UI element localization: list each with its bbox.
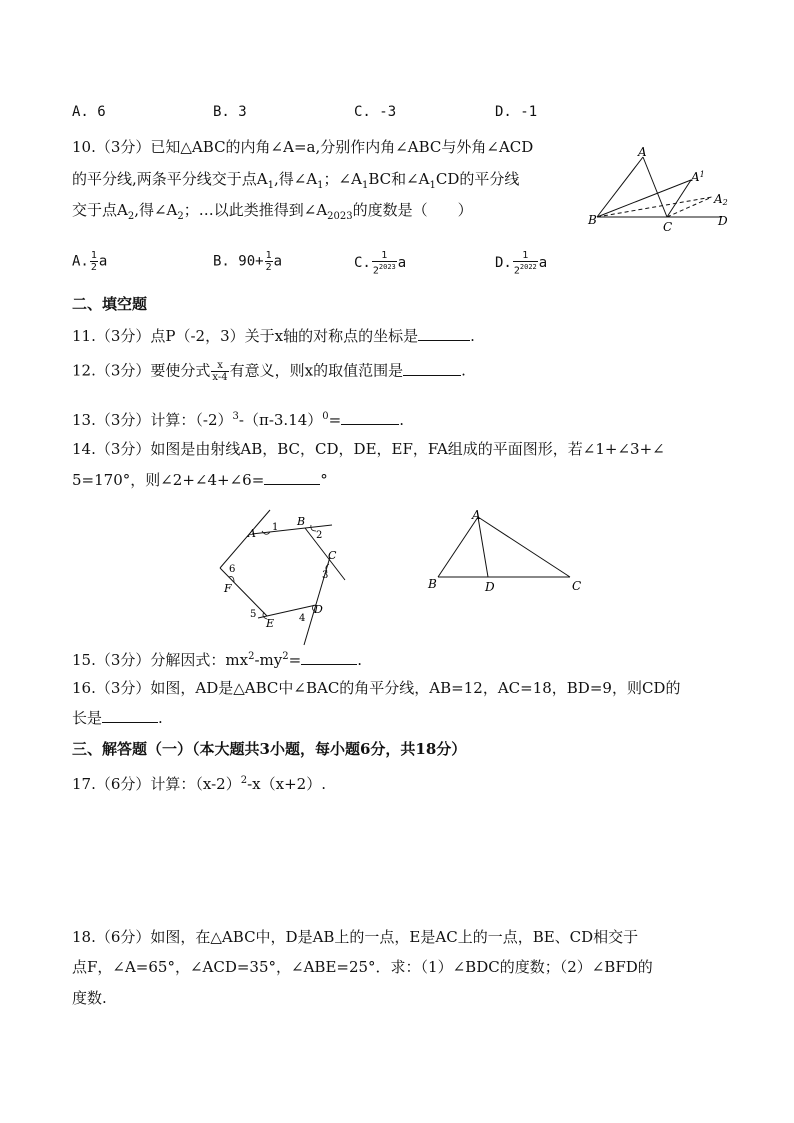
fig10-label-A2: A2 (714, 192, 728, 207)
hex-angle-5: 5 (250, 609, 257, 620)
bisector-AD (478, 517, 488, 577)
q16-line2: 长是 . (72, 709, 163, 727)
q15: 15.（3分）分解因式：$mx^2-my^2=$ . (72, 651, 362, 669)
hex-angle-6: 6 (229, 564, 236, 575)
side-AB (438, 517, 478, 577)
q17: 17.（6分）计算：$(x-2)^2-x(x+2)$. (72, 775, 326, 793)
q14-line2: 5=170°，则∠2+∠4+∠6= ° (72, 471, 328, 489)
ray-FA (220, 510, 270, 568)
q10-line2: 的平分线,两条平分线交于点$A_1$,得$\angle A_1$；$\angle A_1BC$和$\angle A_1CD$的平分线 (72, 170, 520, 191)
q9-option-c: C. -3 (354, 104, 397, 120)
segment-CA1 (667, 180, 691, 217)
side-AC (478, 517, 570, 577)
tri-label-C: C (572, 579, 582, 593)
hex-angle-3: 3 (322, 570, 329, 581)
fig10-label-B: B (588, 213, 597, 227)
tri-label-D: D (485, 580, 495, 594)
fig10-label-D: D (718, 214, 728, 228)
q13: 13.（3分）计算：$(-2)^3-(\pi-3.14)^0=$ . (72, 411, 405, 429)
q10-line1: 10.（3分）已知△ABC的内角∠A=a,分别作内角∠ABC与外角∠ACD (72, 138, 534, 156)
q10-line3: 交于点$A_2$,得$\angle A_2$；…以此类推得到$\angle A_{2023}$的度数是（ ） (72, 201, 473, 222)
hex-label-E: E (266, 617, 275, 630)
hex-label-C: C (328, 549, 337, 562)
q16-triangle-figure (425, 505, 595, 595)
q18-line2: 点F，∠A=65°，∠ACD=35°，∠ABE=25°．求：（1）∠BDC的度数；（2）∠BFD的 (72, 958, 653, 976)
fig10-label-A1: $A^1$ (691, 170, 705, 184)
hex-angle-4: 4 (299, 613, 306, 624)
q18-line3: 度数. (72, 989, 107, 1007)
q18-line1: 18.（6分）如图，在△ABC中，D是AB上的一点，E是AC上的一点，BE、CD相交于 (72, 928, 639, 946)
q9-option-b: B. 3 (213, 104, 247, 120)
q16-line1: 16.（3分）如图，AD是△ABC中∠BAC的角平分线，AB=12，AC=18，BD=9，则CD的 (72, 679, 681, 697)
fig10-label-C: C (663, 220, 673, 234)
tri-label-A: A (472, 508, 481, 522)
q11: 11.（3分）点P（-2，3）关于x轴的对称点的坐标是 . (72, 327, 475, 345)
q9-option-d: D. -1 (495, 104, 538, 120)
hex-angle-1: 1 (272, 522, 279, 533)
q9-option-a: A. 6 (72, 104, 106, 120)
fig10-label-A: A (638, 145, 647, 159)
hex-angle-2: 2 (316, 530, 323, 541)
q14-hexagon-figure (212, 505, 357, 650)
q10-option-b: B. 90+ $\frac{1}{2}$ a (213, 250, 283, 273)
q10-option-a: A. $\frac{1}{2}$ a (72, 250, 108, 273)
hex-label-D: D (314, 603, 323, 616)
hex-label-F: F (224, 582, 232, 595)
q10-option-c: C. $\frac{1}{2^{2023}}$ a (354, 250, 407, 277)
q14-line1: 14.（3分）如图是由射线AB，BC，CD，DE，EF，FA组成的平面图形，若∠1+∠3+∠ (72, 440, 665, 458)
q10-option-d: D. $\frac{1}{2^{2022}}$ a (495, 250, 548, 277)
tri-label-B: B (428, 577, 437, 591)
q12: 12.（3分）要使分式 $\frac{x}{x-4}$ 有意义，则x的取值范围是 . (72, 360, 466, 383)
hex-label-B: B (297, 515, 306, 528)
hex-label-A: A (248, 527, 256, 540)
q10-figure (587, 145, 737, 235)
segment-BA2 (597, 197, 712, 217)
section3-title: 三、解答题（一）（本大题共3小题，每小题6分，共18分） (72, 740, 467, 758)
section2-title: 二、填空题 (72, 295, 148, 313)
